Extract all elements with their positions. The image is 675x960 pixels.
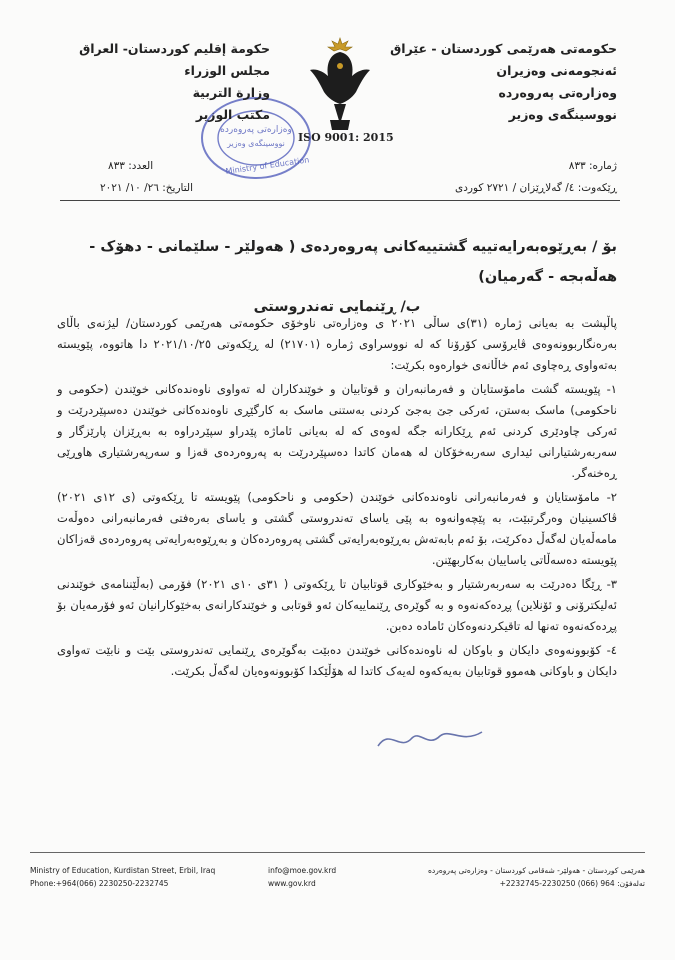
header-arabic-line2: مجلس الوزراء [184,63,270,78]
reference-number-kurdish: ژمارە: ٨٣٣ [568,160,617,172]
footer-english [30,864,215,890]
footer-website-link[interactable]: www.gov.krd [268,879,316,888]
footer-address-en: Ministry of Education, Kurdistan Street, Erbil, Iraq [30,866,216,875]
header-kurdish-line2: ئەنجومەنی وەزیران [496,63,617,78]
header-divider [60,200,620,201]
header-arabic-line1: حکومة إقليم کوردستان- العراق [79,41,270,56]
body-item-3: ٣- ڕێگا دەدرێت بە سەربەرشتیار و بەخێوکاری قوتابیان تا ڕێکەوتی ( ٣١ی ١٠ی ٢٠٢١) فۆرمی (بەڵێننامەی خوێندنی ئەلیکترۆنی و ئۆنلاین) پڕدەکەنەوە و بە گوێرەی ڕێنماییەکان ئەو قوتابی و خوێندکارانەی بەخێوکارانیان ئەو فۆرمەیان بۆ پڕدەکەنەوە تەنها لە تاقیکردنەوەکان ئامادە دەبن. [57,577,617,633]
reference-date-arabic: التاريخ: ٢٦/ ١٠/ ٢٠٢١ [100,182,194,194]
title-subject: ب/ ڕێنمایی تەندروستی [253,299,421,315]
reference-number-arabic: العدد: ٨٣٣ [108,160,154,172]
title-addressee: بۆ / بەڕێوەبەرایەتییە گشتییەکانی پەروەردەی ( هەولێر - سلێمانی - دهۆک - هەڵەبجە - گەرمیان) [89,239,617,285]
footer-contact [268,864,336,890]
header-arabic [79,38,270,126]
footer-phone-en: Phone:+964(066) 2230250-2232745 [30,879,169,888]
body-intro: پاڵپشت بە بەیانی ژمارە (٣١)ی ساڵی ٢٠٢١ ی وەزارەتی ناوخۆی حکومەتی هەرێمی کوردستان/ لیژنەی باڵای بەرەنگاربوونەوەی ڤایرۆسی کۆرۆنا کە لە نووسراوی ژمارە (٢١٧٠١) لە ڕێکەوتی ٢٠٢١/١٠/٢٥ دا هاتووە، پێویستە بەتەواوی ڕەچاوی ئەم خاڵانەی خوارەوە بکرێت: [57,316,617,372]
body-item-1: ١- پێویستە گشت مامۆستایان و فەرمانبەران و قوتابیان و خوێندکاران لە تەواوی ناوەندەکانی خوێندن (حکومی و ناحکومی) ماسک بەستن، ئەرکی جێ بەجێ کردنی بەستنی ماسک بە کارگێڕی ناوەندەکانی خوێندن دەسپێردرێت و ئەرکی چاودێری کردنی ئەم ڕێکارانە جگە لەوەی کە لە بەیانی ئاماژە پێدراو سپێردراوە بە بەڕێزان پارێزگار و سەربەرشتیارانی ئیداری سەربەخۆکان لە هەمان کاتدا دەسپێردرێت بە پەروەردەی قەزا و سەرپەرشتیاری هاوڕێی ڕەخنەگر. [57,382,617,480]
letter-body [57,313,617,685]
footer-divider [30,852,645,853]
letter-title [57,232,617,322]
body-item-2: ٢- مامۆستایان و فەرمانبەرانی ناوەندەکانی خوێندن (حکومی و ناحکومی) پێویستە تا ڕێکەوتی (ی ١٢ی ٢٠٢١) ڤاکسینیان وەرگرتبێت، بە پێچەوانەوە بە پێی یاسای تەندروستی گشتی و یاسای بەرەفتی فەرمانبەرانی دەوڵەت مامەڵەیان لەگەڵ دەکرێت، بۆ ئەم بابەتەش بەڕێوەبەرایەتی گشتی پەروەردەکان و بەڕێوەبەرایەتی پەروەردەی قەزاکان پێویستە دەسەڵاتی یاساییان بەکاربهێنن. [57,490,617,567]
svg-text:Ministry of Education: Ministry of Education [225,155,310,176]
header-arabic-line3: وزارة التربية [192,85,270,100]
header-kurdish-line1: حکومەتی هەرێمی کوردستان - عێراق [390,41,617,56]
header-arabic-line4: مکتب الوزير [195,107,270,122]
footer-address-ku: هەرێمی کوردستان - هەولێر- شەقامی کوردستان - وەزارەتی پەروەردە [427,866,645,875]
header-kurdish-line4: نووسینگەی وەزیر [508,107,617,122]
header-kurdish-line3: وەزارەتی پەروەردە [498,85,617,100]
reference-date-kurdish: ڕێکەوت: ٤/ گەلاڕێزان / ٢٧٢١ کوردی [455,182,617,194]
footer-phone-ku: تەلەفۆن: 964 (066) 2230250-2232745+ [499,879,645,888]
header-kurdish [390,38,617,126]
iso-label: ISO 9001: 2015 [298,131,394,144]
body-item-4: ٤- کۆبوونەوەی دایکان و باوکان لە ناوەندەکانی خوێندن دەبێت بەگوێرەی ڕێنمایی تەندروستی بێت و نابێت تەواوی دایکان و باوکانی هەموو قوتابیان بەیەکەوە لەیەک کاتدا لە هۆڵێکدا کۆبوونەوەیان لەگەڵ بکرێت. [57,643,617,678]
signature-mark [370,718,490,758]
footer-kurdish [428,864,645,890]
svg-text:وەزارەتی پەروەردە: وەزارەتی پەروەردە [220,125,292,135]
svg-text:نووسینگەی وەزیر: نووسینگەی وەزیر [227,139,285,148]
footer-email-link[interactable]: info@moe.gov.krd [268,866,337,875]
